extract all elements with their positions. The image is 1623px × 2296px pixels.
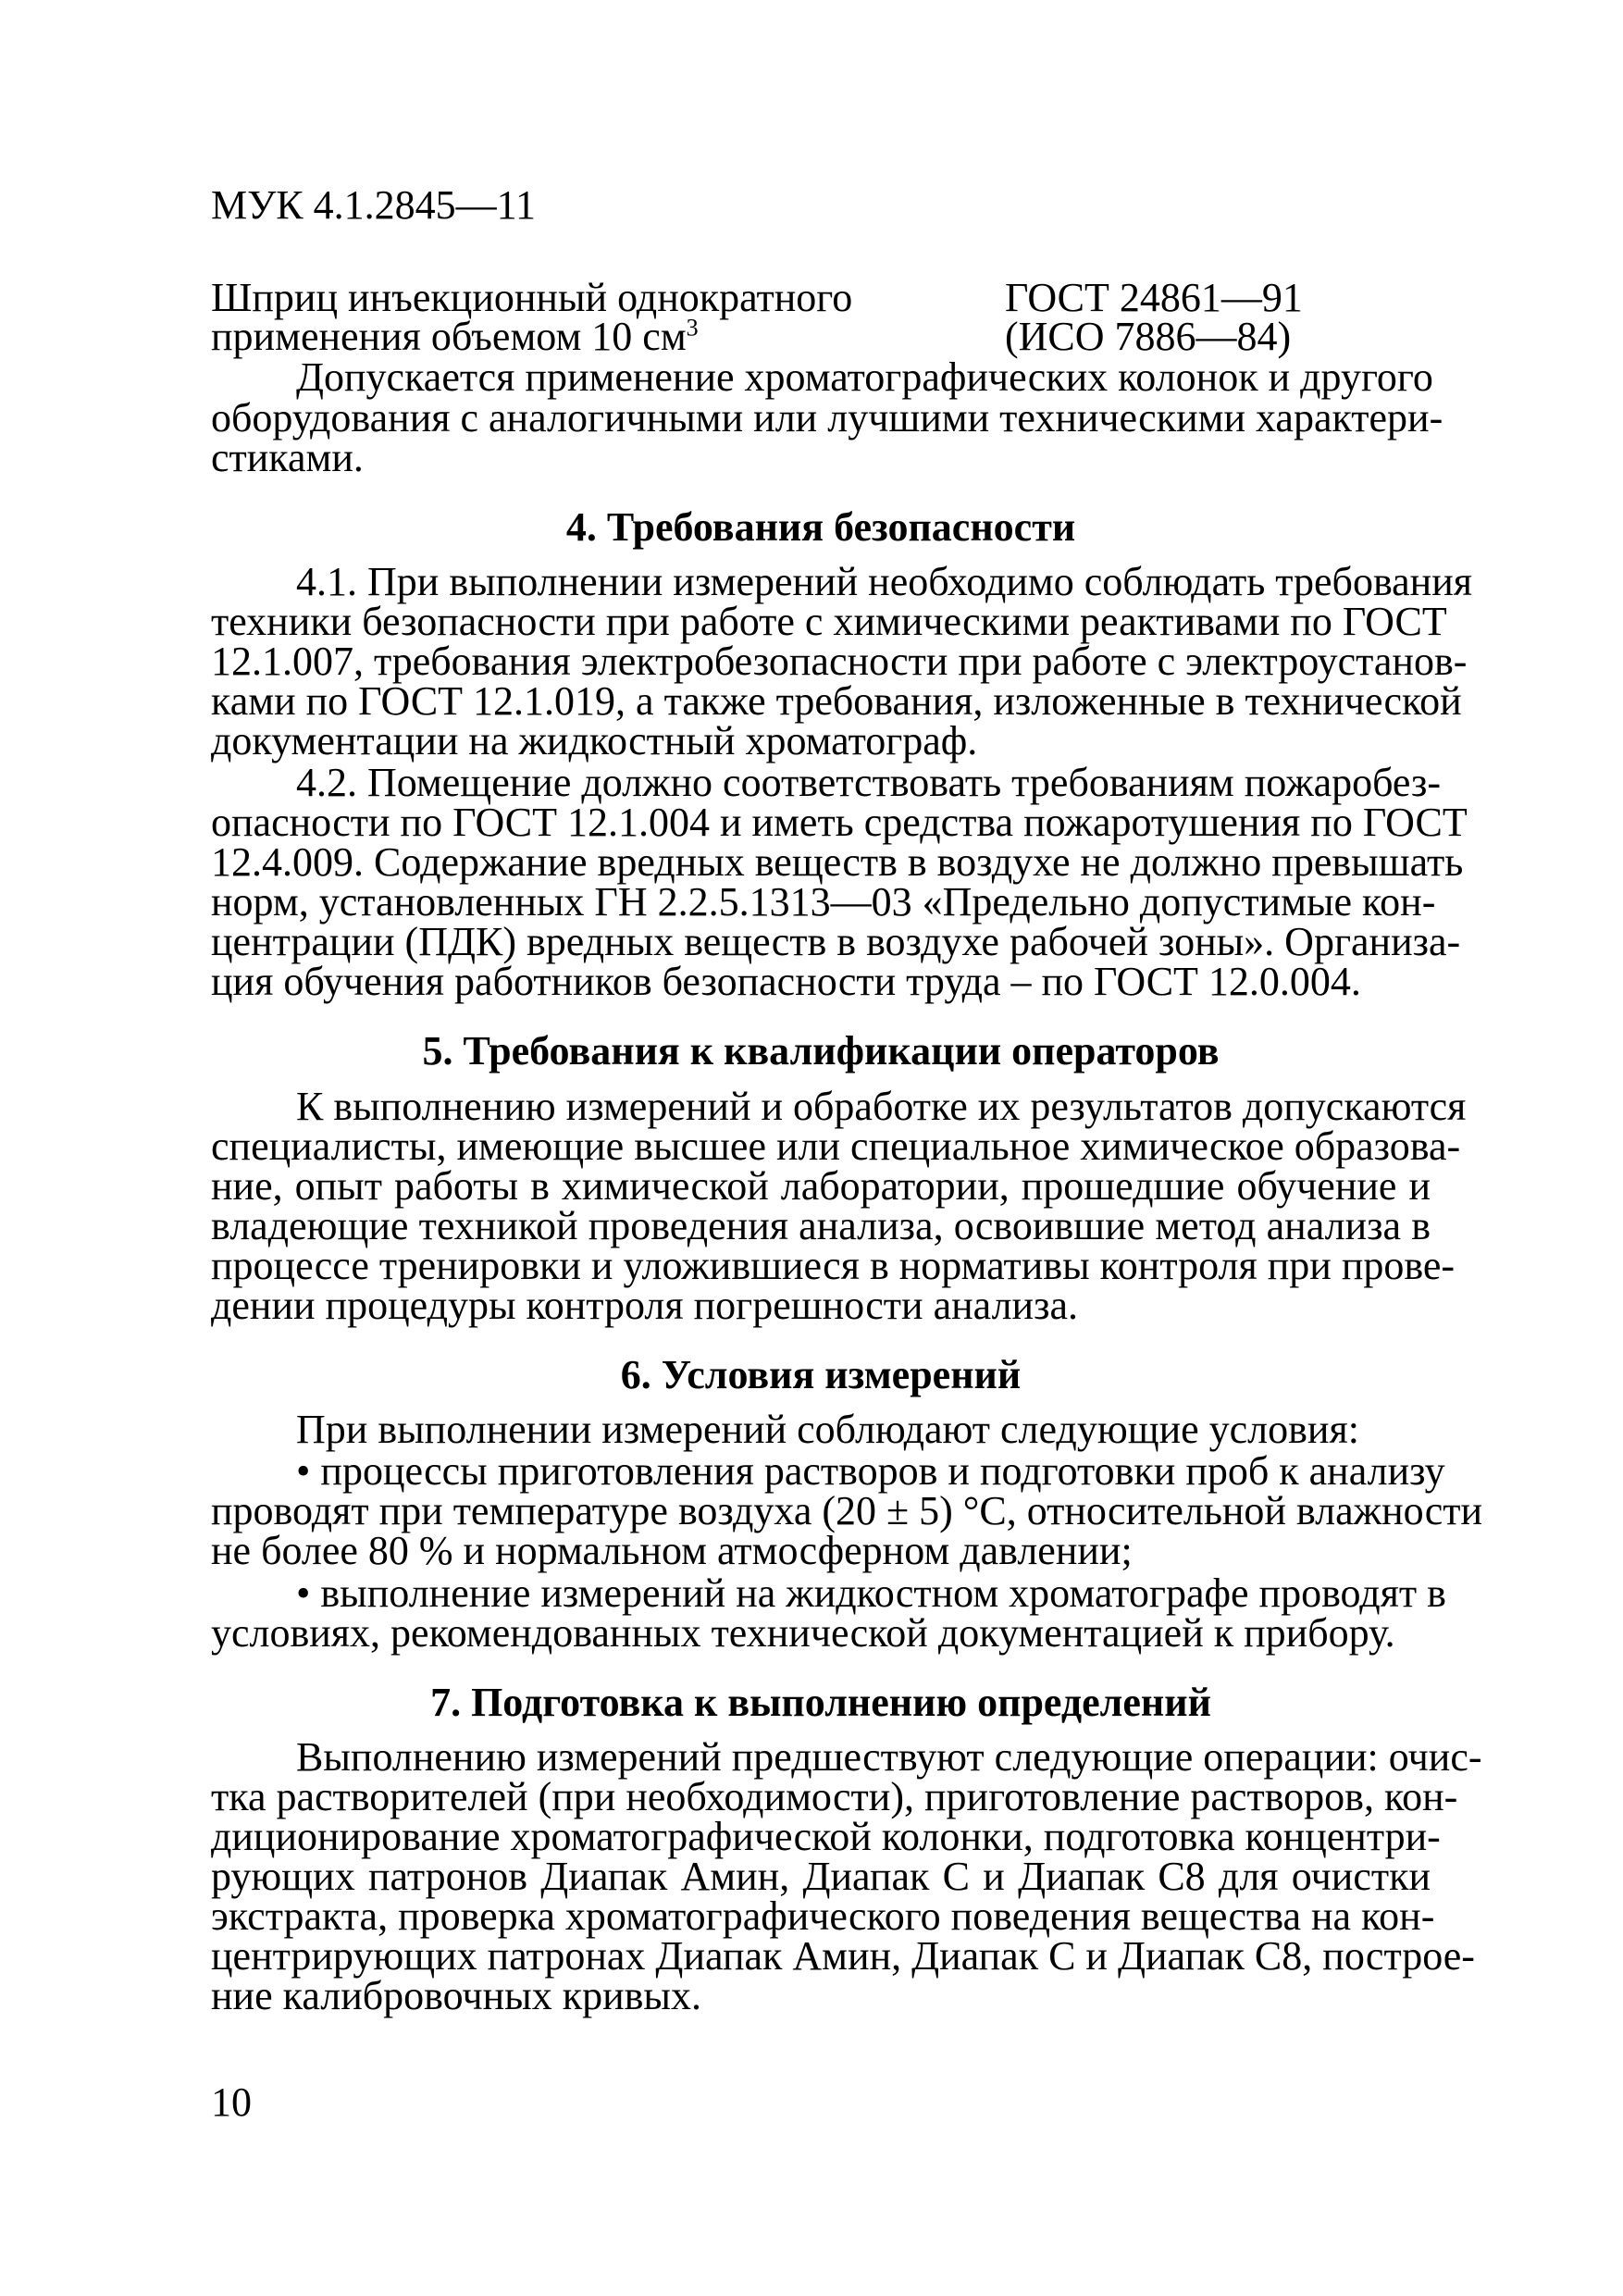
- bullet-line: • выполнение измерений на жидкостном хроматографе проводят в: [296, 1570, 1446, 1616]
- section-6-intro: При выполнении измерений соблюдают следующие условия:: [296, 1407, 1359, 1452]
- equipment-name-line-2: [211, 315, 699, 359]
- paragraph-line: 12.1.007, требования электробезопасности при работе с электроустанов-: [211, 639, 1468, 684]
- cubic-superscript: 3: [686, 314, 699, 341]
- paragraph-line: экстракта, проверка хроматографического поведения вещества на кон-: [211, 1893, 1435, 1939]
- paragraph-line: дении процедуры контроля погрешности анализа.: [211, 1283, 1078, 1328]
- paragraph-line: тка растворителей (при необходимости), приготовление растворов, кон-: [211, 1774, 1458, 1819]
- paragraph-line: ние калибровочных кривых.: [211, 1973, 701, 2018]
- paragraph-line: 4.2. Помещение должно соответствовать требованиям пожаробез-: [296, 760, 1442, 805]
- section-4-title: 4. Требования безопасности: [565, 504, 1076, 550]
- equipment-standard-line-2: (ИСО 7886—84): [1005, 314, 1292, 359]
- bullet-line: • процессы приготовления растворов и подготовки проб к анализу: [296, 1448, 1445, 1494]
- paragraph-line: Допускается применение хроматографических колонок и другого: [296, 354, 1433, 400]
- bullet-line: условиях, рекомендованных технической документацией к прибору.: [211, 1610, 1395, 1656]
- paragraph-line: рующих патронов Диапак Амин, Диапак С и Диапак С8 для очистки: [211, 1854, 1431, 1899]
- paragraph-line: техники безопасности при работе с химическими реактивами по ГОСТ: [211, 599, 1447, 644]
- paragraph-line: оборудования с аналогичными или лучшими техническими характери-: [211, 395, 1443, 441]
- paragraph-line: процессе тренировки и уложившиеся в нормативы контроля при прове-: [211, 1243, 1456, 1288]
- paragraph-line: диционирование хроматографической колонки, подготовка концентри-: [211, 1814, 1441, 1859]
- section-6-title: 6. Условия измерений: [620, 1352, 1022, 1397]
- paragraph-line: опасности по ГОСТ 12.1.004 и иметь средства пожаротушения по ГОСТ: [211, 800, 1468, 845]
- section-7-title: 7. Подготовка к выполнению определений: [430, 1680, 1211, 1725]
- paragraph-line: центрации (ПДК) вредных веществ в воздухе рабочей зоны». Организа-: [211, 919, 1461, 964]
- paragraph-line: норм, установленных ГН 2.2.5.1313—03 «Предельно допустимые кон-: [211, 879, 1436, 925]
- page-number: 10: [211, 2079, 252, 2125]
- paragraph-line: 12.4.009. Содержание вредных веществ в воздухе не должно превышать: [211, 839, 1464, 885]
- equipment-name-line-1: Шприц инъекционный однократного: [211, 275, 853, 320]
- document-code: МУК 4.1.2845—11: [211, 182, 536, 228]
- paragraph-line: ками по ГОСТ 12.1.019, а также требования, изложенные в технической: [211, 678, 1462, 724]
- paragraph-line: 4.1. При выполнении измерений необходимо соблюдать требования: [296, 559, 1472, 604]
- paragraph-line: К выполнению измерений и обработке их результатов допускаются: [296, 1084, 1467, 1129]
- equipment-name-text: применения объемом 10 см: [211, 314, 687, 359]
- paragraph-line: ция обучения работников безопасности труда – по ГОСТ 12.0.004.: [211, 959, 1361, 1004]
- bullet-line: не более 80 % и нормальном атмосферном давлении;: [211, 1528, 1133, 1573]
- bullet-line: проводят при температуре воздуха (20 ± 5) °С, относительной влажности: [211, 1488, 1483, 1533]
- paragraph-line: стиками.: [211, 435, 364, 480]
- paragraph-line: владеющие техникой проведения анализа, освоившие метод анализа в: [211, 1203, 1431, 1248]
- paragraph-line: ние, опыт работы в химической лаборатории, прошедшие обучение и: [211, 1163, 1431, 1209]
- section-5-title: 5. Требования к квалификации операторов: [422, 1028, 1220, 1074]
- paragraph-line: Выполнению измерений предшествуют следующие операции: очис-: [296, 1734, 1482, 1780]
- paragraph-line: документации на жидкостный хроматограф.: [211, 718, 978, 763]
- paragraph-line: специалисты, имеющие высшее или специальное химическое образова-: [211, 1123, 1461, 1169]
- equipment-standard-line-1: ГОСТ 24861—91: [1005, 275, 1303, 320]
- paragraph-line: центрирующих патронах Диапак Амин, Диапак С и Диапак С8, построе-: [211, 1933, 1475, 1979]
